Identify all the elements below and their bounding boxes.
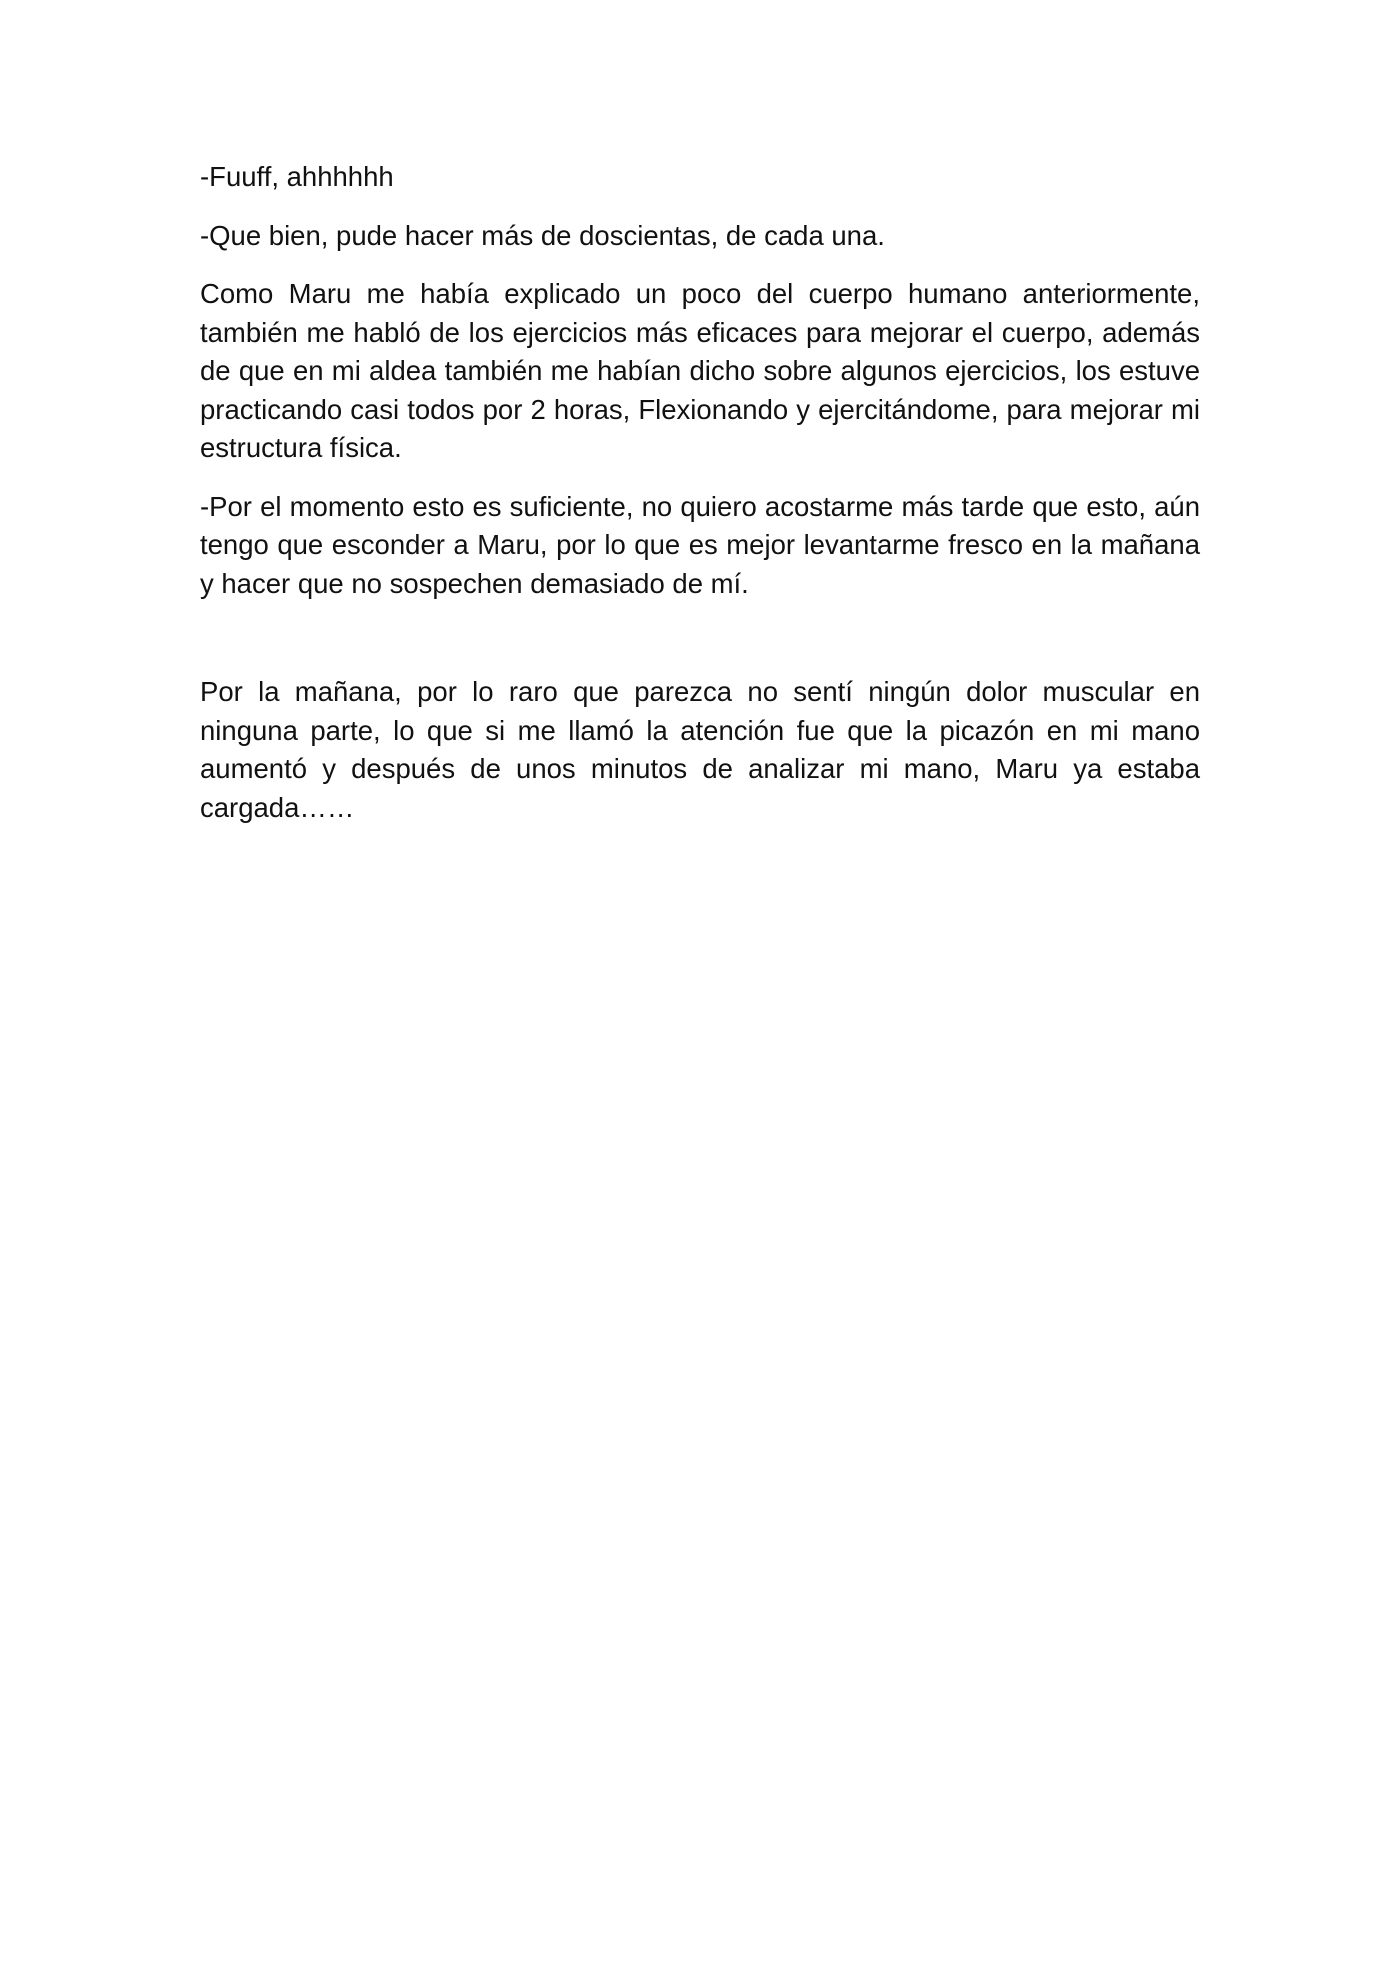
document-body xyxy=(200,158,1200,847)
paragraph-morning-narration: Por la mañana, por lo raro que parezca no sentí ningún dolor muscular en ninguna parte, lo que si me llamó la atención fue que la picazón en mi mano aumentó y después de unos minutos de analizar mi mano, Maru ya estaba cargada…… xyxy=(200,676,1200,823)
paragraph-dialogue-sleep: -Por el momento esto es suficiente, no quiero acostarme más tarde que esto, aún tengo que esconder a Maru, por lo que es mejor levantarme fresco en la mañana y hacer que no sospechen demasiado de mí. xyxy=(200,490,1200,599)
paragraph-dialogue-count: -Que bien, pude hacer más de doscientas, de cada una. xyxy=(200,219,885,251)
paragraph-exercise-narration: Como Maru me había explicado un poco del cuerpo humano anteriormente, también me habló de los ejercicios más eficaces para mejorar el cuerpo, además de que en mi aldea también me habían dicho sobre algunos ejercicios, los estuve practicando casi todos por 2 horas, Flexionando y ejercitándome, para mejorar mi estructura física. xyxy=(200,278,1200,463)
paragraph-exclamation: -Fuuff, ahhhhhh xyxy=(200,161,394,192)
